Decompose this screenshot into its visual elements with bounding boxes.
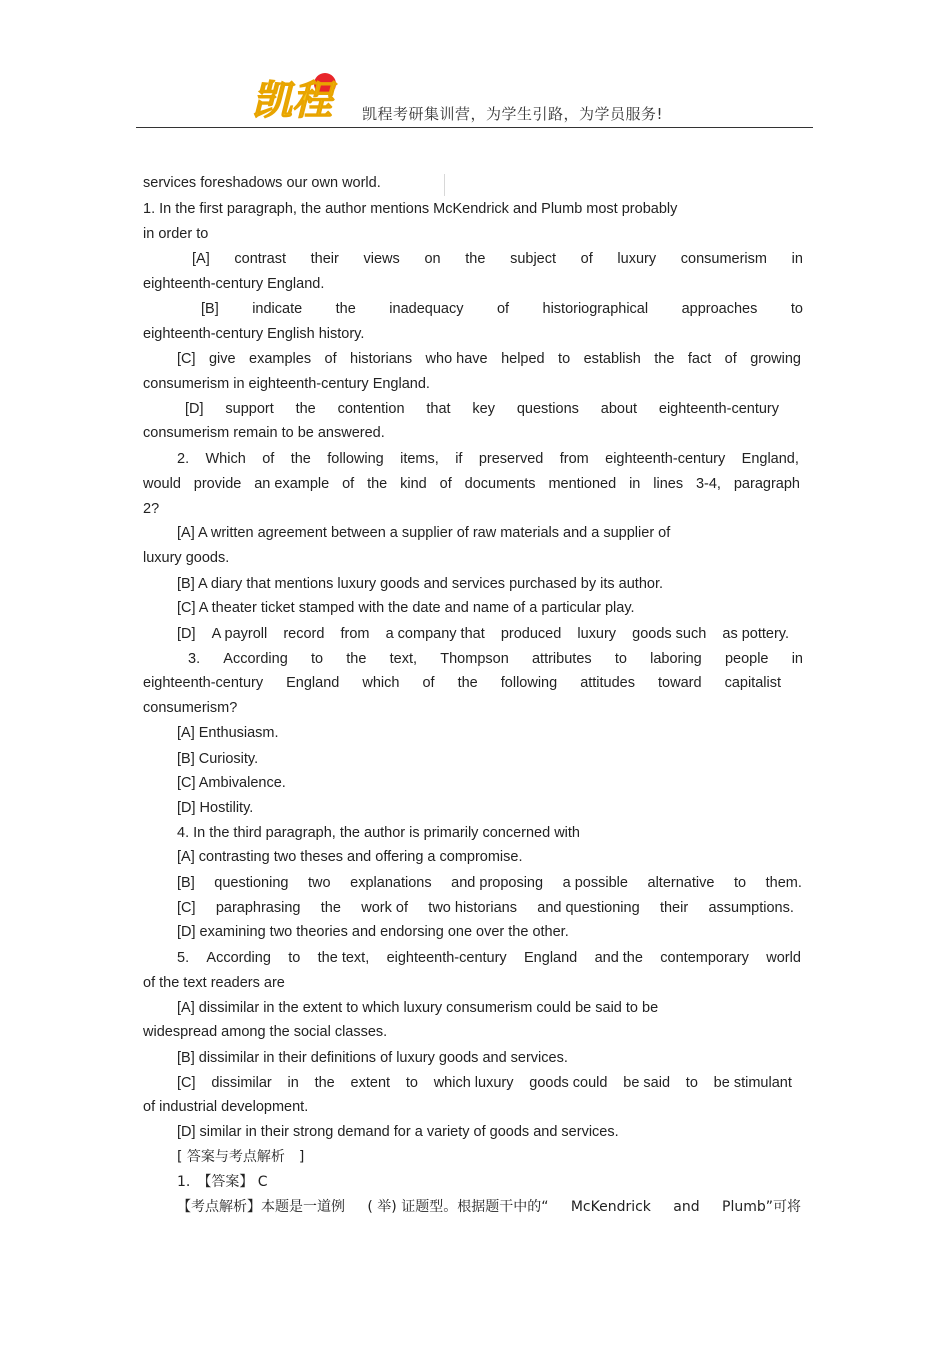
kaicheng-logo <box>250 70 345 122</box>
option-3b: [B] Curiosity. <box>177 751 259 767</box>
option-4c: [C] paraphrasing the work of two historians and questioning their assumptions. <box>177 900 794 916</box>
option-1d: [D] support the contention that key questions about eighteenth-century <box>185 401 779 417</box>
answer-heading: [ 答案与考点解析 ] <box>177 1149 305 1165</box>
text-line: of industrial development. <box>143 1099 309 1115</box>
text-line: would provide an example of the kind of documents mentioned in lines 3-4, paragraph <box>143 476 800 492</box>
answer-1: 1. 【答案】 C <box>177 1174 268 1190</box>
option-1b: [B] indicate the inadequacy of historiographical approaches to <box>201 301 803 317</box>
text-line: 2? <box>143 501 160 517</box>
option-5d: [D] similar in their strong demand for a variety of goods and services. <box>177 1124 619 1140</box>
question-5: 5. According to the text, eighteenth-century England and the contemporary world <box>177 950 801 966</box>
question-2: 2. Which of the following items, if preserved from eighteenth-century England, <box>177 451 799 467</box>
svg-text:凯程: 凯程 <box>252 78 332 122</box>
option-2c: [C] A theater ticket stamped with the date and name of a particular play. <box>177 600 635 616</box>
question-1: 1. In the first paragraph, the author mentions McKendrick and Plumb most probably <box>143 201 678 217</box>
text-line: widespread among the social classes. <box>143 1024 388 1040</box>
text-line: services foreshadows our own world. <box>143 175 381 191</box>
text-line: eighteenth-century English history. <box>143 326 365 342</box>
option-3d: [D] Hostility. <box>177 800 254 816</box>
text-line: consumerism in eighteenth-century England. <box>143 376 430 392</box>
option-5b: [B] dissimilar in their definitions of luxury goods and services. <box>177 1050 568 1066</box>
option-4b: [B] questioning two explanations and proposing a possible alternative to them. <box>177 875 802 891</box>
option-2a: [A] A written agreement between a supplier of raw materials and a supplier of <box>177 525 671 541</box>
option-5a: [A] dissimilar in the extent to which luxury consumerism could be said to be <box>177 1000 659 1016</box>
option-4d: [D] examining two theories and endorsing one over the other. <box>177 924 569 940</box>
option-4a: [A] contrasting two theses and offering a compromise. <box>177 849 523 865</box>
option-3c: [C] Ambivalence. <box>177 775 286 791</box>
text-line: luxury goods. <box>143 550 230 566</box>
text-line: consumerism remain to be answered. <box>143 425 385 441</box>
text-line: eighteenth-century England. <box>143 276 325 292</box>
option-1a: [A] contrast their views on the subject of luxury consumerism in <box>192 251 803 267</box>
text-line: consumerism? <box>143 700 238 716</box>
text-line: in order to <box>143 226 209 242</box>
option-5c: [C] dissimilar in the extent to which luxury goods could be said to be stimulant <box>177 1075 792 1091</box>
text-line: eighteenth-century England which of the following attitudes toward capitalist <box>143 675 781 691</box>
option-3a: [A] Enthusiasm. <box>177 725 279 741</box>
header-divider <box>136 127 813 128</box>
option-2d: [D] A payroll record from a company that produced luxury goods such as pottery. <box>177 626 789 642</box>
text-line: of the text readers are <box>143 975 285 991</box>
question-4: 4. In the third paragraph, the author is primarily concerned with <box>177 825 580 841</box>
analysis-line: 【考点解析】本题是一道例 ( 举) 证题型。根据题干中的“ McKendrick and Plumb”可将 <box>177 1199 801 1215</box>
option-2b: [B] A diary that mentions luxury goods and services purchased by its author. <box>177 576 664 592</box>
slogan: 凯程考研集训营，为学生引路，为学员服务! <box>362 105 664 123</box>
page-header <box>0 0 950 130</box>
question-3: 3. According to the text, Thompson attributes to laboring people in <box>188 651 803 667</box>
option-1c: [C] give examples of historians who have helped to establish the fact of growing <box>177 351 801 367</box>
highlight-box <box>388 174 445 196</box>
